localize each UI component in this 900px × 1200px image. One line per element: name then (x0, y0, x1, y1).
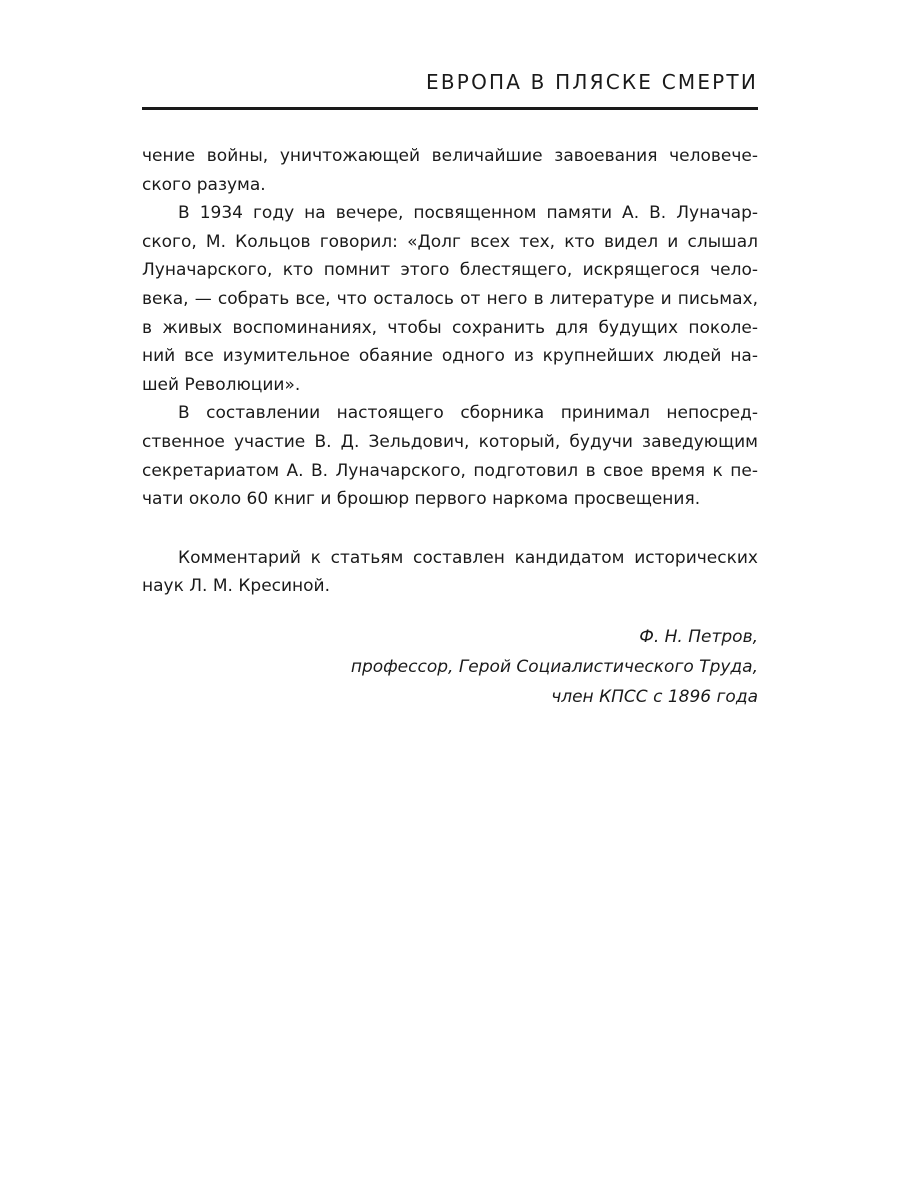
signature-membership: член КПСС с 1896 года (551, 687, 758, 707)
signature-block (142, 622, 758, 712)
paragraph-2 (142, 199, 758, 399)
running-head: ЕВРОПА В ПЛЯСКЕ СМЕРТИ (426, 70, 758, 94)
text-line: ний все изумительное обаяние одного из крупнейших людей на- (142, 346, 758, 367)
text-line: века, — собрать все, что осталось от него в литературе и письмах, (142, 288, 758, 309)
text-line: в живых воспоминаниях, чтобы сохранить для будущих поколе- (142, 317, 758, 338)
paragraph-1 (142, 142, 758, 199)
text-line: секретариатом А. В. Луначарского, подготовил в свое время к пе- (142, 460, 758, 481)
text-line: чение войны, уничтожающей величайшие завоевания человече- (142, 146, 758, 166)
signature-name: Ф. Н. Петров, (639, 627, 758, 647)
header-rule (142, 107, 758, 110)
text-line: В 1934 году на вечере, посвященном памяти А. В. Луначар- (178, 203, 758, 224)
text-line: Комментарий к статьям составлен кандидатом исторических (178, 547, 758, 568)
text-line: В составлении настоящего сборника принимал непосред- (178, 403, 758, 424)
text-line: чати около 60 книг и брошюр первого наркома просвещения. (142, 489, 701, 510)
main-text (142, 142, 758, 601)
text-line: ского разума. (142, 174, 266, 195)
text-line: наук Л. М. Кресиной. (142, 576, 331, 597)
text-line: Луначарского, кто помнит этого блестящего, искрящегося чело- (142, 260, 758, 281)
paragraph-4 (142, 544, 758, 601)
paragraph-gap (142, 514, 758, 544)
signature-title: профессор, Герой Социалистического Труда, (350, 657, 758, 677)
text-line: шей Революции». (142, 374, 301, 395)
text-line: ственное участие В. Д. Зельдович, который, будучи заведующим (142, 431, 758, 452)
text-line: ского, М. Кольцов говорил: «Долг всех тех, кто видел и слышал (142, 231, 758, 252)
paragraph-3 (142, 399, 758, 513)
